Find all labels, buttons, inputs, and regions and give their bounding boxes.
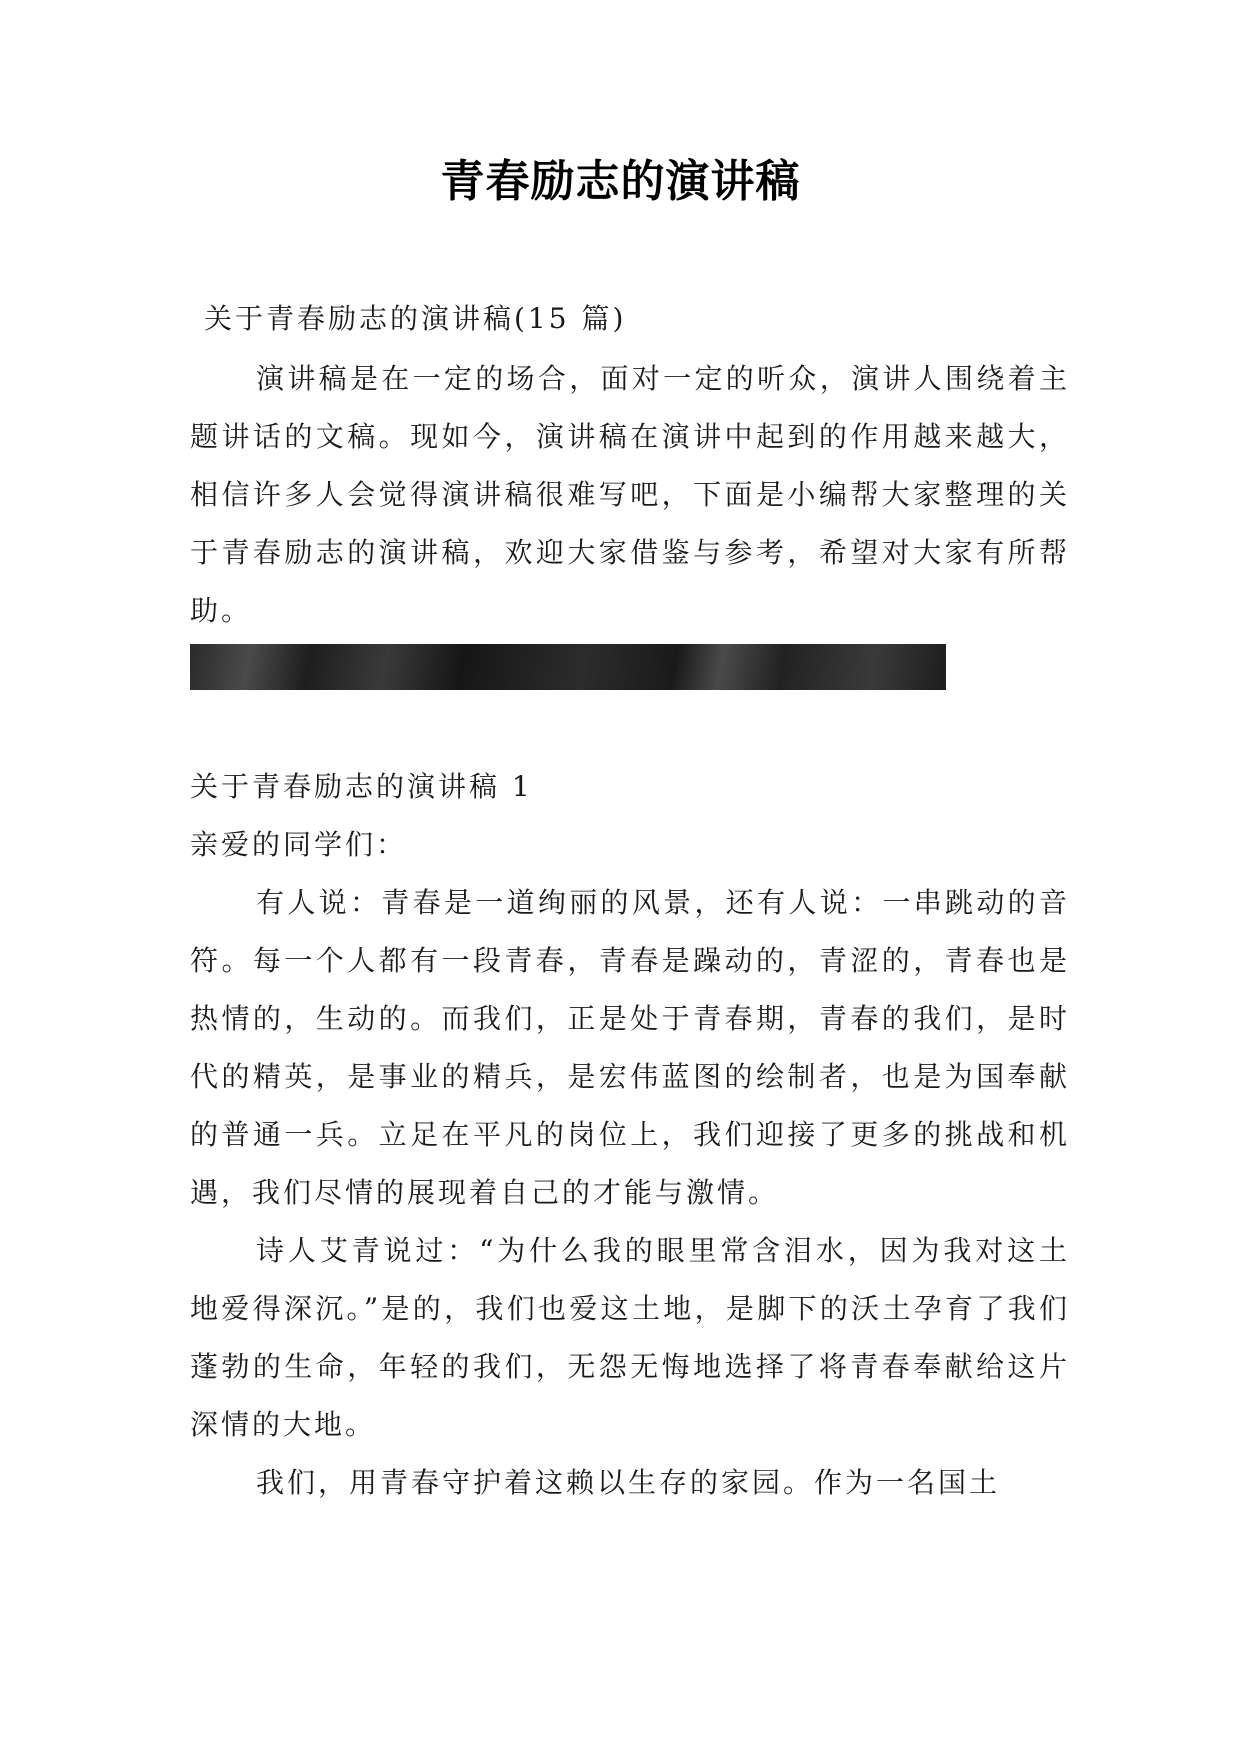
body-paragraph: 诗人艾青说过：“为什么我的眼里常含泪水，因为我对这土地爱得深沉。”是的，我们也爱这土地，是脚下的沃土孕育了我们蓬勃的生命，年轻的我们，无怨无悔地选择了将青春奉献给这片深情的大地。 [190, 1234, 1070, 1441]
body-paragraph: 我们，用青春守护着这赖以生存的家园。作为一名国土 [256, 1466, 1001, 1499]
salutation: 亲爱的同学们： [190, 828, 408, 861]
photo-image [190, 644, 946, 690]
document-body [190, 290, 1070, 1512]
body-paragraph: 有人说：青春是一道绚丽的风景，还有人说：一串跳动的音符。每一个人都有一段青春，青春是躁动的，青涩的，青春也是热情的，生动的。而我们，正是处于青春期，青春的我们，是时代的精英，是事业的精兵，是宏伟蓝图的绘制者，也是为国奉献的普通一兵。立足在平凡的岗位上，我们迎接了更多的挑战和机遇，我们尽情的展现着自己的才能与激情。 [190, 886, 1070, 1209]
document-subtitle: 关于青春励志的演讲稿(15 篇) [204, 302, 627, 335]
intro-paragraph: 演讲稿是在一定的场合，面对一定的听众，演讲人围绕着主题讲话的文稿。现如今，演讲稿在演讲中起到的作用越来越大，相信许多人会觉得演讲稿很难写吧，下面是小编帮大家整理的关于青春励志的演讲稿，欢迎大家借鉴与参考，希望对大家有所帮助。 [190, 362, 1070, 627]
section-heading: 关于青春励志的演讲稿 1 [190, 770, 533, 803]
document-title: 青春励志的演讲稿 [440, 156, 801, 207]
